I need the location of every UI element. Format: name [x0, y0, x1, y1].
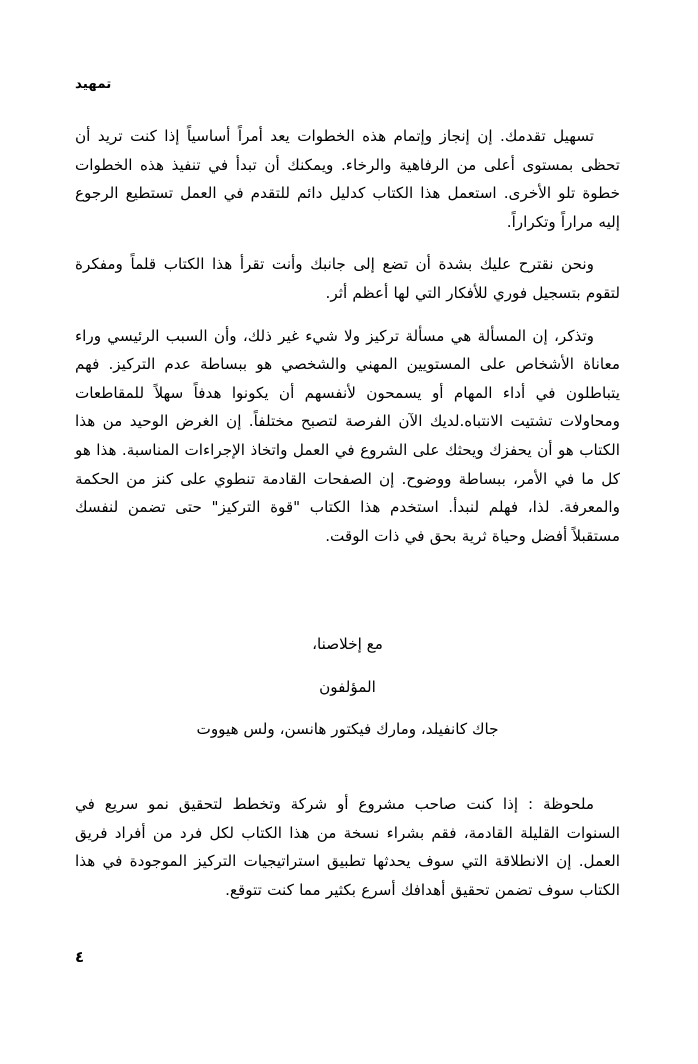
- body-content: [75, 122, 620, 550]
- body-paragraph: وتذكر، إن المسألة هي مسألة تركيز ولا شيء غير ذلك، وأن السبب الرئيسي وراء معاناة الأشخاص على المستويين المهني والشخصي هو ببساطة عدم التركيز. فهم يتباطلون في أداء المهام أو يسمحون لأنفسهم أن يكونوا هدفاً سهلاً للمقاطعات ومحاولات تشتيت الانتباه.لديك الآن الفرصة لتصبح مختلفاً. إن الغرض الوحيد من هذا الكتاب هو أن يحفزك ويحثك على الشروع في العمل واتخاذ الإجراءات المناسبة. هذا هو كل ما في الأمر، ببساطة ووضوح. إن الصفحات القادمة تنطوي على كنز من الحكمة والمعرفة. لذا، فهلم لنبدأ. استخدم هذا الكتاب "قوة التركيز" حتى تضمن لنفسك مستقبلاً أفضل وحياة ثرية بحق في ذات الوقت.: [75, 326, 620, 545]
- body-paragraph: تسهيل تقدمك. إن إنجاز وإتمام هذه الخطوات يعد أمراً أساسياً إذا كنت تريد أن تحظى بمستوى أعلى من الرفاهية والرخاء. ويمكنك أن تبدأ في تنفيذ هذه الخطوات خطوة تلو الأخرى. استعمل هذا الكتاب كدليل دائم للتقدم في العمل تستطيع الرجوع إليه مراراً وتكراراً.: [75, 127, 620, 231]
- signature-role: المؤلفون: [319, 677, 376, 696]
- page-number: ٤: [75, 948, 85, 966]
- signature-closing: مع إخلاصنا،: [312, 635, 383, 653]
- signature-block: [75, 630, 620, 744]
- signature-authors: جاك كانفيلد، ومارك فيكتور هانسن، ولس هيووت: [196, 720, 499, 739]
- closing-note-text: ملحوظة : إذا كنت صاحب مشروع أو شركة وتخطط لتحقيق نمو سريع في السنوات القليلة القادمة، فقم بشراء نسخة من هذا الكتاب لكل فرد من أفراد فريق العمل. إن الانطلاقة التي سوف يحدثها تطبيق استراتيجيات التركيز الموجودة في هذا الكتاب سوف تضمن تحقيق أهدافك أسرع بكثير مما كنت تتوقع.: [75, 795, 620, 899]
- body-paragraph: ونحن نقترح عليك بشدة أن تضع إلى جانبك وأنت تقرأ هذا الكتاب قلماً ومفكرة لتقوم بتسجيل فوري للأفكار التي لها أعظم أثر.: [75, 255, 620, 302]
- closing-note: [75, 790, 620, 904]
- running-head: تمهيد: [75, 76, 112, 92]
